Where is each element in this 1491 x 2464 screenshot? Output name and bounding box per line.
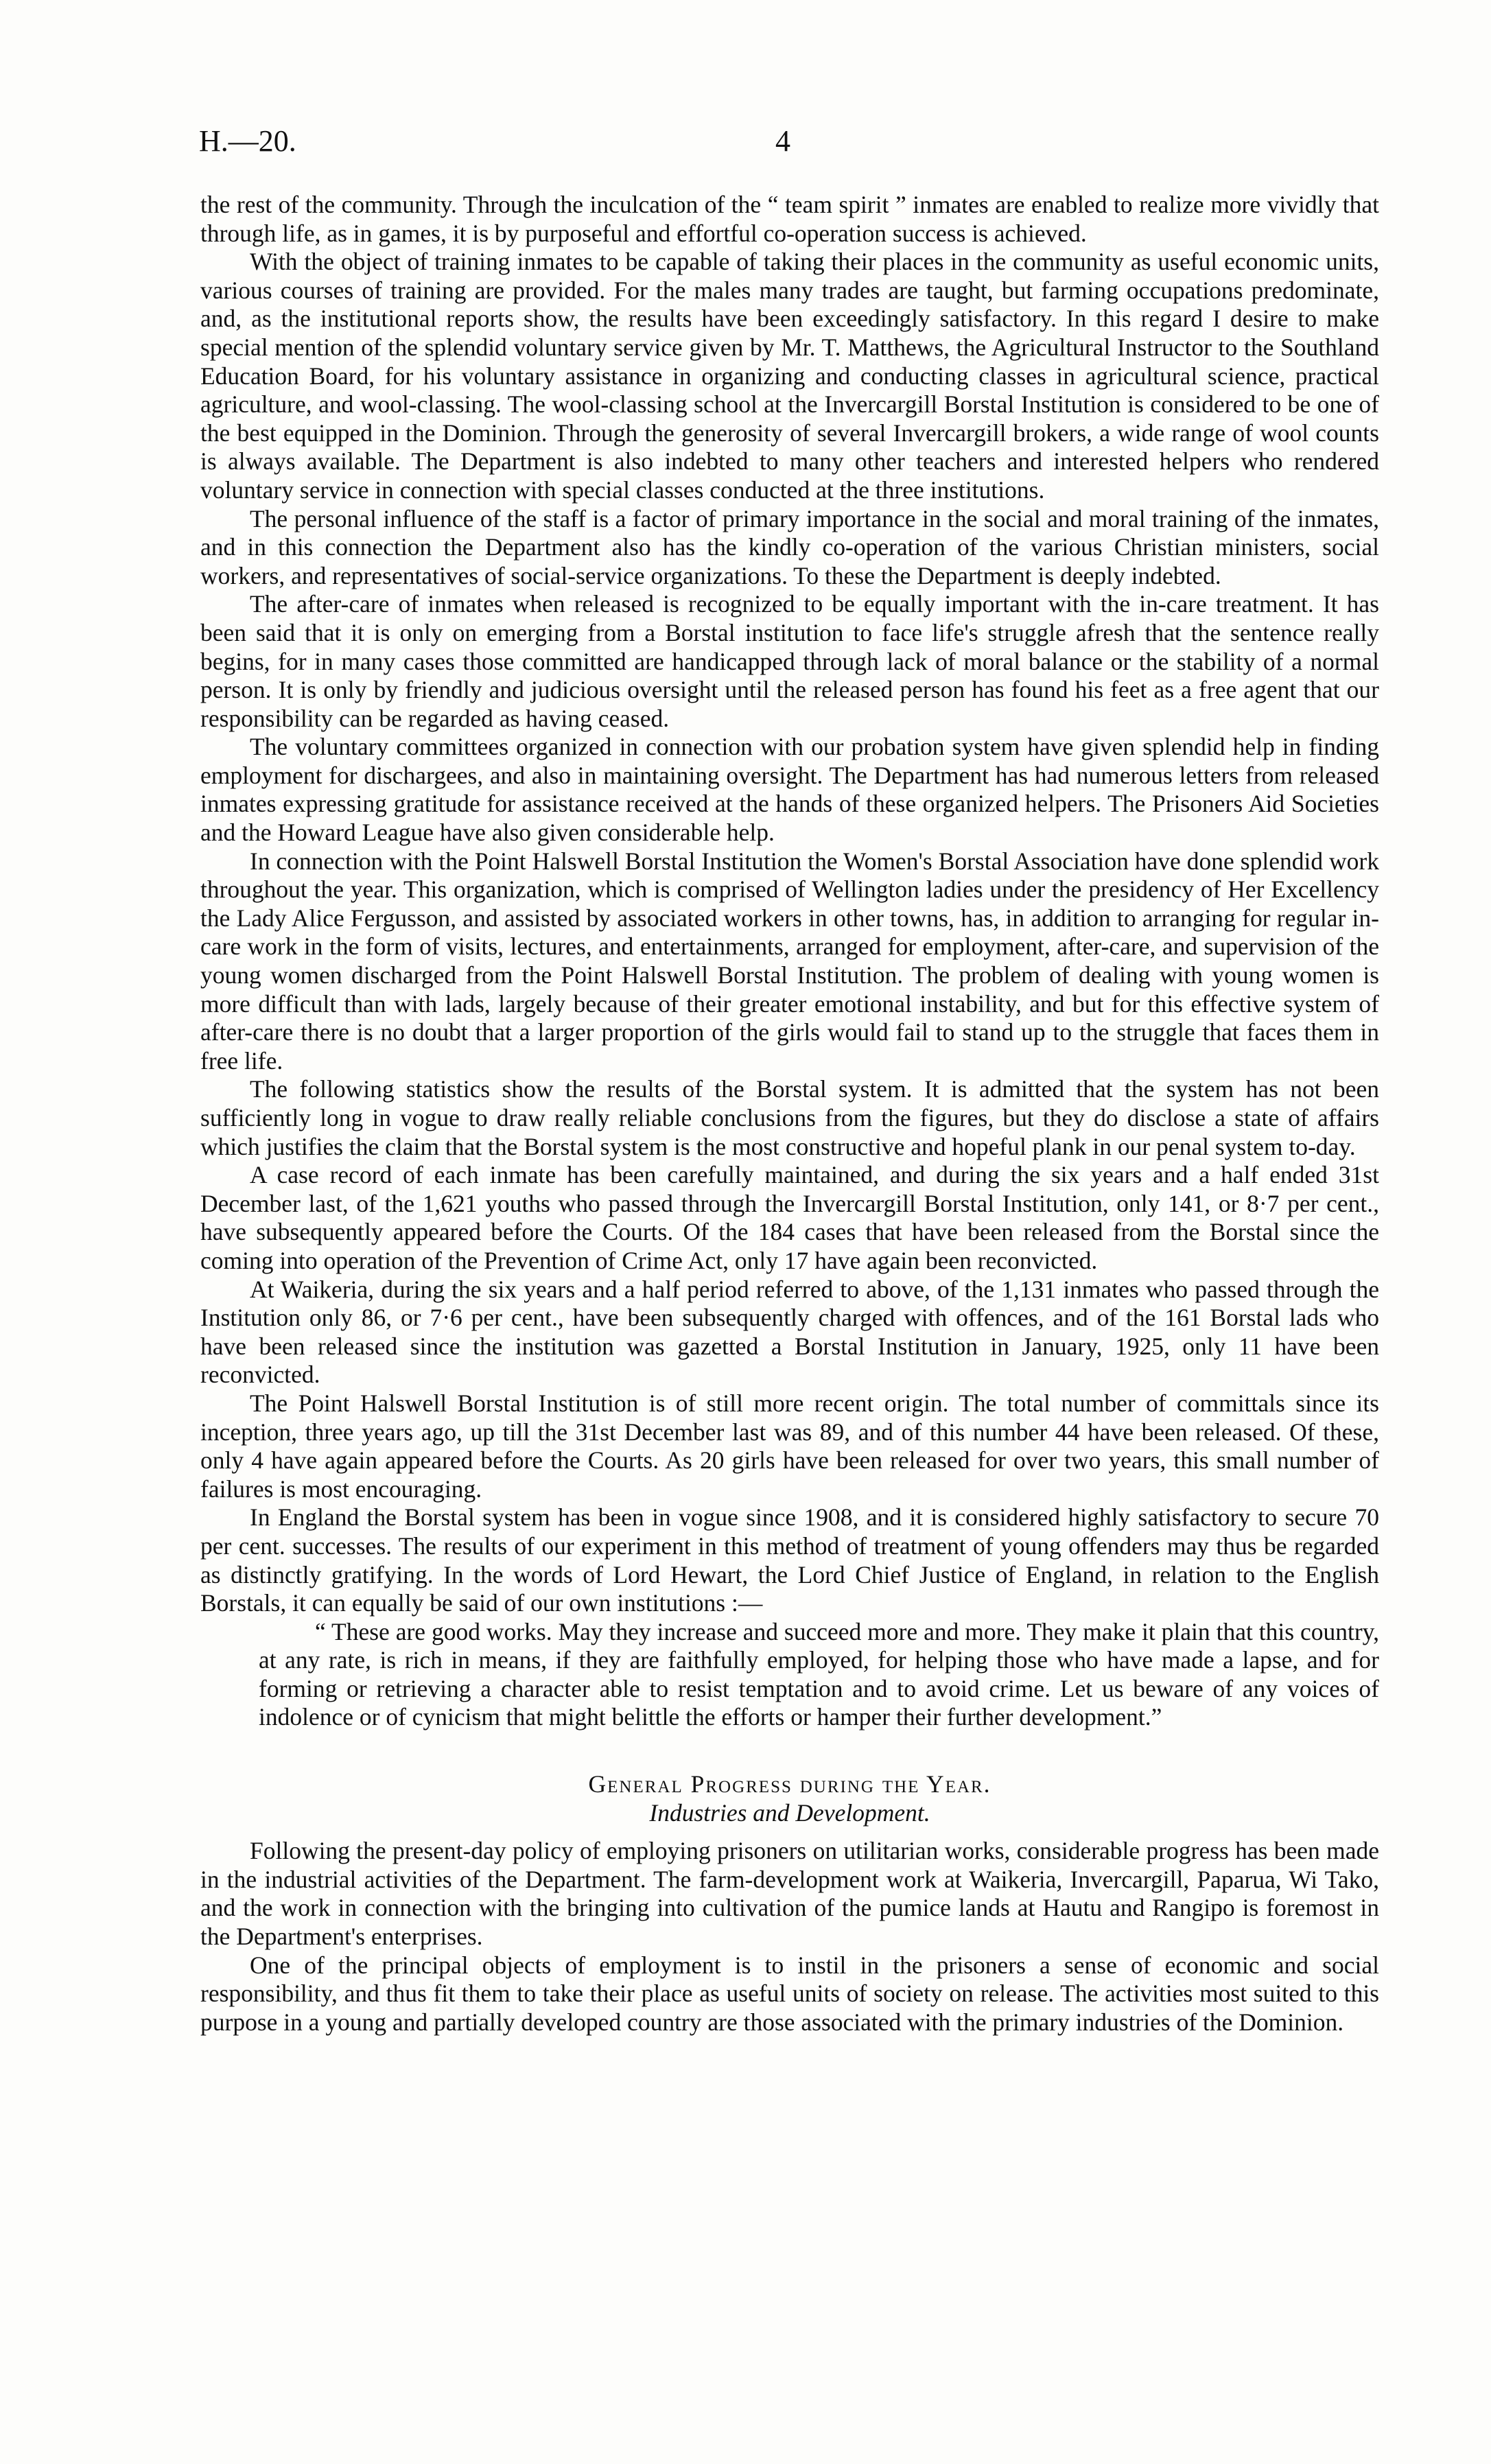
paragraph: The personal influence of the staff is a factor of primary importance in the social and moral training of the inmates, and in this connection the Department also has the kindly co-operation of the various Christian ministers, social workers, and representatives of social-service organizations. To these the Department is deeply indebted. [200,504,1379,589]
document-reference: H.—20. [199,124,296,158]
paragraph: In connection with the Point Halswell Borstal Institution the Women's Borstal Association have done splendid work throughout the year. This organization, which is comprised of Wellington ladies under the presidency of Her Excellency the Lady Alice Fergusson, and assisted by associated workers in other towns, has, in addition to arranging for regular in-care work in the form of visits, lectures, and entertainments, arranged for employment, after-care, and supervision of the young women discharged from the Point Halswell Borstal Institution. The problem of dealing with young women is more difficult than with lads, largely because of their greater emotional instability, and but for this effective system of after-care there is no doubt that a larger proportion of the girls would fail to stand up to the struggle that faces them in free life. [200,847,1379,1075]
quotation-text: “ These are good works. May they increase and succeed more and more. They make it plain that this country, at any rate, is rich in means, if they are faithfully employed, for helping those who have made a lapse, and for forming or retrieving a character able to resist temptation and to avoid crime. Let us beware of any voices of indolence or of cynicism that might belittle the efforts or hamper their further development.” [259,1617,1379,1731]
paragraph: The after-care of inmates when released is recognized to be equally important with the in-care treatment. It has been said that it is only on emerging from a Borstal institution to face life's struggle afresh that the sentence really begins, for in many cases those committed are handicapped through lack of moral balance or the stability of a normal person. It is only by friendly and judicious oversight until the released person has found his feet as a free agent that our responsibility can be regarded as having ceased. [200,590,1379,732]
section-heading: General Progress during the Year. [588,1770,991,1798]
paragraph: In England the Borstal system has been in vogue since 1908, and it is considered highly satisfactory to secure 70 per cent. successes. The results of our experiment in this method of treatment of young offenders may thus be regarded as distinctly gratifying. In the words of Lord Hewart, the Lord Chief Justice of England, in relation to the English Borstals, it can equally be said of our own institutions :— [200,1503,1379,1617]
section-subheading: Industries and Development. [649,1798,930,1827]
section-body [200,1837,1379,2037]
paragraph: The following statistics show the results of the Borstal system. It is admitted that the system has not been sufficiently long in vogue to draw really reliable conclusions from the figures, but they do disclose a state of affairs which justifies the claim that the Borstal system is the most constructive and hopeful plank in our penal system to-day. [200,1075,1379,1160]
paragraph: A case record of each inmate has been carefully maintained, and during the six years and a half ended 31st December last, of the 1,621 youths who passed through the Invercargill Borstal Institution, only 141, or 8·7 per cent., have subsequently appeared before the Courts. Of the 184 cases that have been released from the Borstal since the coming into operation of the Prevention of Crime Act, only 17 have again been reconvicted. [200,1161,1379,1274]
paragraph: One of the principal objects of employment is to instil in the prisoners a sense of economic and social responsibility, and thus fit them to take their place as useful units of society on release. The activities most suited to this purpose in a young and partially developed country are those associated with the primary industries of the Dominion. [200,1951,1379,2036]
page-body [200,191,1379,2037]
page-number: 4 [775,124,790,158]
paragraph: Following the present-day policy of employing prisoners on utilitarian works, considerable progress has been made in the industrial activities of the Department. The farm-development work at Waikeria, Invercargill, Paparua, Wi Tako, and the work in connection with the bringing into cultivation of the pumice lands at Hautu and Rangipo is foremost in the Department's enterprises. [200,1837,1379,1951]
quotation [259,1618,1379,1732]
paragraph: The Point Halswell Borstal Institution is of still more recent origin. The total number of committals since its inception, three years ago, up till the 31st December last was 89, and of this number 44 have been released. Of these, only 4 have again appeared before the Courts. As 20 girls have been released for over two years, this small number of failures is most encouraging. [200,1389,1379,1503]
paragraph: With the object of training inmates to be capable of taking their places in the community as useful economic units, various courses of training are provided. For the males many trades are taught, but farming occupations predominate, and, as the institutional reports show, the results have been exceedingly satisfactory. In this regard I desire to make special mention of the splendid voluntary service given by Mr. T. Matthews, the Agricultural Instructor to the Southland Education Board, for his voluntary assistance in organizing and conducting classes in agricultural science, practical agriculture, and wool-classing. The wool-classing school at the Invercargill Borstal Institution is considered to be one of the best equipped in the Dominion. Through the generosity of several Invercargill brokers, a wide range of wool counts is always available. The Department is also indebted to many other teachers and interested helpers who rendered voluntary service in connection with special classes conducted at the three institutions. [200,248,1379,504]
paragraph: The voluntary committees organized in connection with our probation system have given splendid help in finding employment for dischargees, and also in maintaining oversight. The Department has had numerous letters from released inmates expressing gratitude for assistance received at the hands of these organized helpers. The Prisoners Aid Societies and the Howard League have also given considerable help. [200,733,1379,847]
paragraph: At Waikeria, during the six years and a half period referred to above, of the 1,131 inmates who passed through the Institution only 86, or 7·6 per cent., have been subsequently charged with offences, and of the 161 Borstal lads who have been released since the institution was gazetted a Borstal Institution in January, 1925, only 11 have been reconvicted. [200,1275,1379,1389]
paragraph: the rest of the community. Through the inculcation of the “ team spirit ” inmates are enabled to realize more vividly that through life, as in games, it is by purposeful and effortful co-operation success is achieved. [200,191,1379,247]
page-header [199,124,1365,165]
